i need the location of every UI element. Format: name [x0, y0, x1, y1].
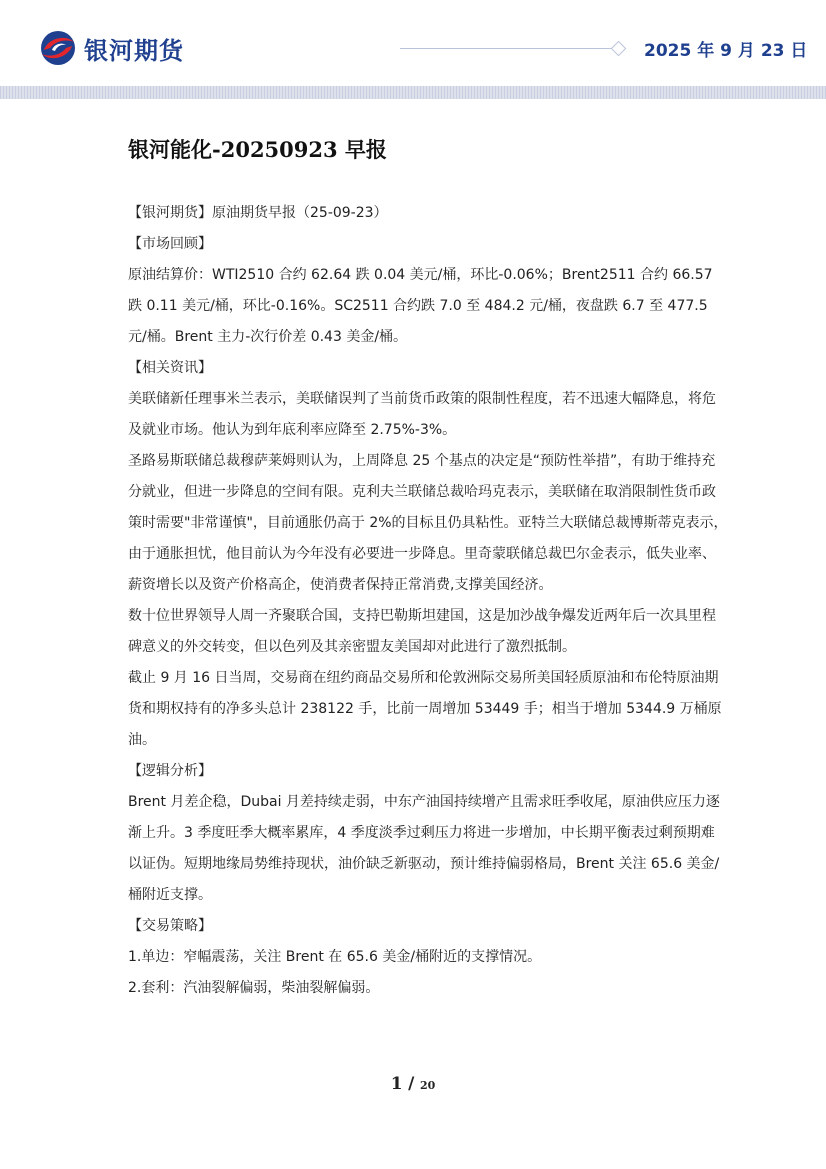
header-divider: [400, 48, 612, 49]
page-title: 银河能化-20250923 早报: [128, 137, 387, 162]
current-page: 1: [390, 1074, 403, 1094]
section-heading-trading-strategy: 【交易策略】: [128, 918, 212, 934]
section-heading-market-review: 【市场回顾】: [128, 236, 212, 252]
paragraph: 数十位世界领导人周一齐聚联合国，支持巴勒斯坦建国，这是加沙战争爆发近两年后一次具里程碑意义的外交转变，但以色列及其亲密盟友美国却对此进行了激烈抵制。: [128, 608, 716, 655]
section-heading-news: 【相关资讯】: [128, 360, 212, 376]
paragraph: 2.套利：汽油裂解偏弱，柴油裂解偏弱。: [128, 980, 380, 996]
report-body: [128, 198, 728, 1004]
diamond-ornament-icon: [611, 41, 627, 57]
paragraph: 截止 9 月 16 日当周，交易商在纽约商品交易所和伦敦洲际交易所美国轻质原油和布伦特原油期货和期权持有的净多头总计 238122 手，比前一周增加 53449 手；相当于增加 5344.9 万桶原油。: [128, 670, 722, 748]
paragraph: 原油结算价：WTI2510 合约 62.64 跌 0.04 美元/桶，环比-0.06%；Brent2511 合约 66.57 跌 0.11 美元/桶，环比-0.16%。SC2511 合约跌 7.0 至 484.2 元/桶，夜盘跌 6.7 至 477.5 元/桶。Brent 主力-次行价差 0.43 美金/桶。: [128, 267, 713, 345]
total-pages: 20: [419, 1079, 436, 1092]
header-band: [0, 86, 826, 99]
paragraph: 圣路易斯联储总裁穆萨莱姆则认为，上周降息 25 个基点的决定是“预防性举措”，有助于维持充分就业，但进一步降息的空间有限。克利夫兰联储总裁哈玛克表示，美联储在取消限制性货币政策时需要"非常谨慎"，目前通胀仍高于 2%的目标且仍具粘性。亚特兰大联储总裁博斯蒂克表示，由于通胀担忧，他目前认为今年没有必要进一步降息。里奇蒙联储总裁巴尔金表示，低失业率、薪资增长以及资产价格高企，使消费者保持正常消费,支撑美国经济。: [128, 453, 728, 593]
paragraph: Brent 月差企稳，Dubai 月差持续走弱，中东产油国持续增产且需求旺季收尾，原油供应压力逐渐上升。3 季度旺季大概率累库，4 季度淡季过剩压力将进一步增加，中长期平衡表过剩预期难以证伪。短期地缘局势维持现状，油价缺乏新驱动，预计维持偏弱格局，Brent 关注 65.6 美金/桶附近支撑。: [128, 794, 720, 903]
galaxy-logo-icon: [38, 28, 78, 68]
report-date: 2025 年 9 月 23 日: [644, 41, 808, 61]
report-intro: 【银河期货】原油期货早报（25-09-23）: [128, 205, 388, 221]
page-header: [0, 0, 826, 100]
company-logo: [38, 28, 184, 68]
company-name: 银河期货: [84, 36, 184, 65]
page-number: [0, 1074, 826, 1094]
section-heading-logic-analysis: 【逻辑分析】: [128, 763, 212, 779]
page-separator: /: [408, 1074, 415, 1094]
paragraph: 美联储新任理事米兰表示，美联储误判了当前货币政策的限制性程度，若不迅速大幅降息，将危及就业市场。他认为到年底利率应降至 2.75%-3%。: [128, 391, 716, 438]
paragraph: 1.单边：窄幅震荡，关注 Brent 在 65.6 美金/桶附近的支撑情况。: [128, 949, 542, 965]
